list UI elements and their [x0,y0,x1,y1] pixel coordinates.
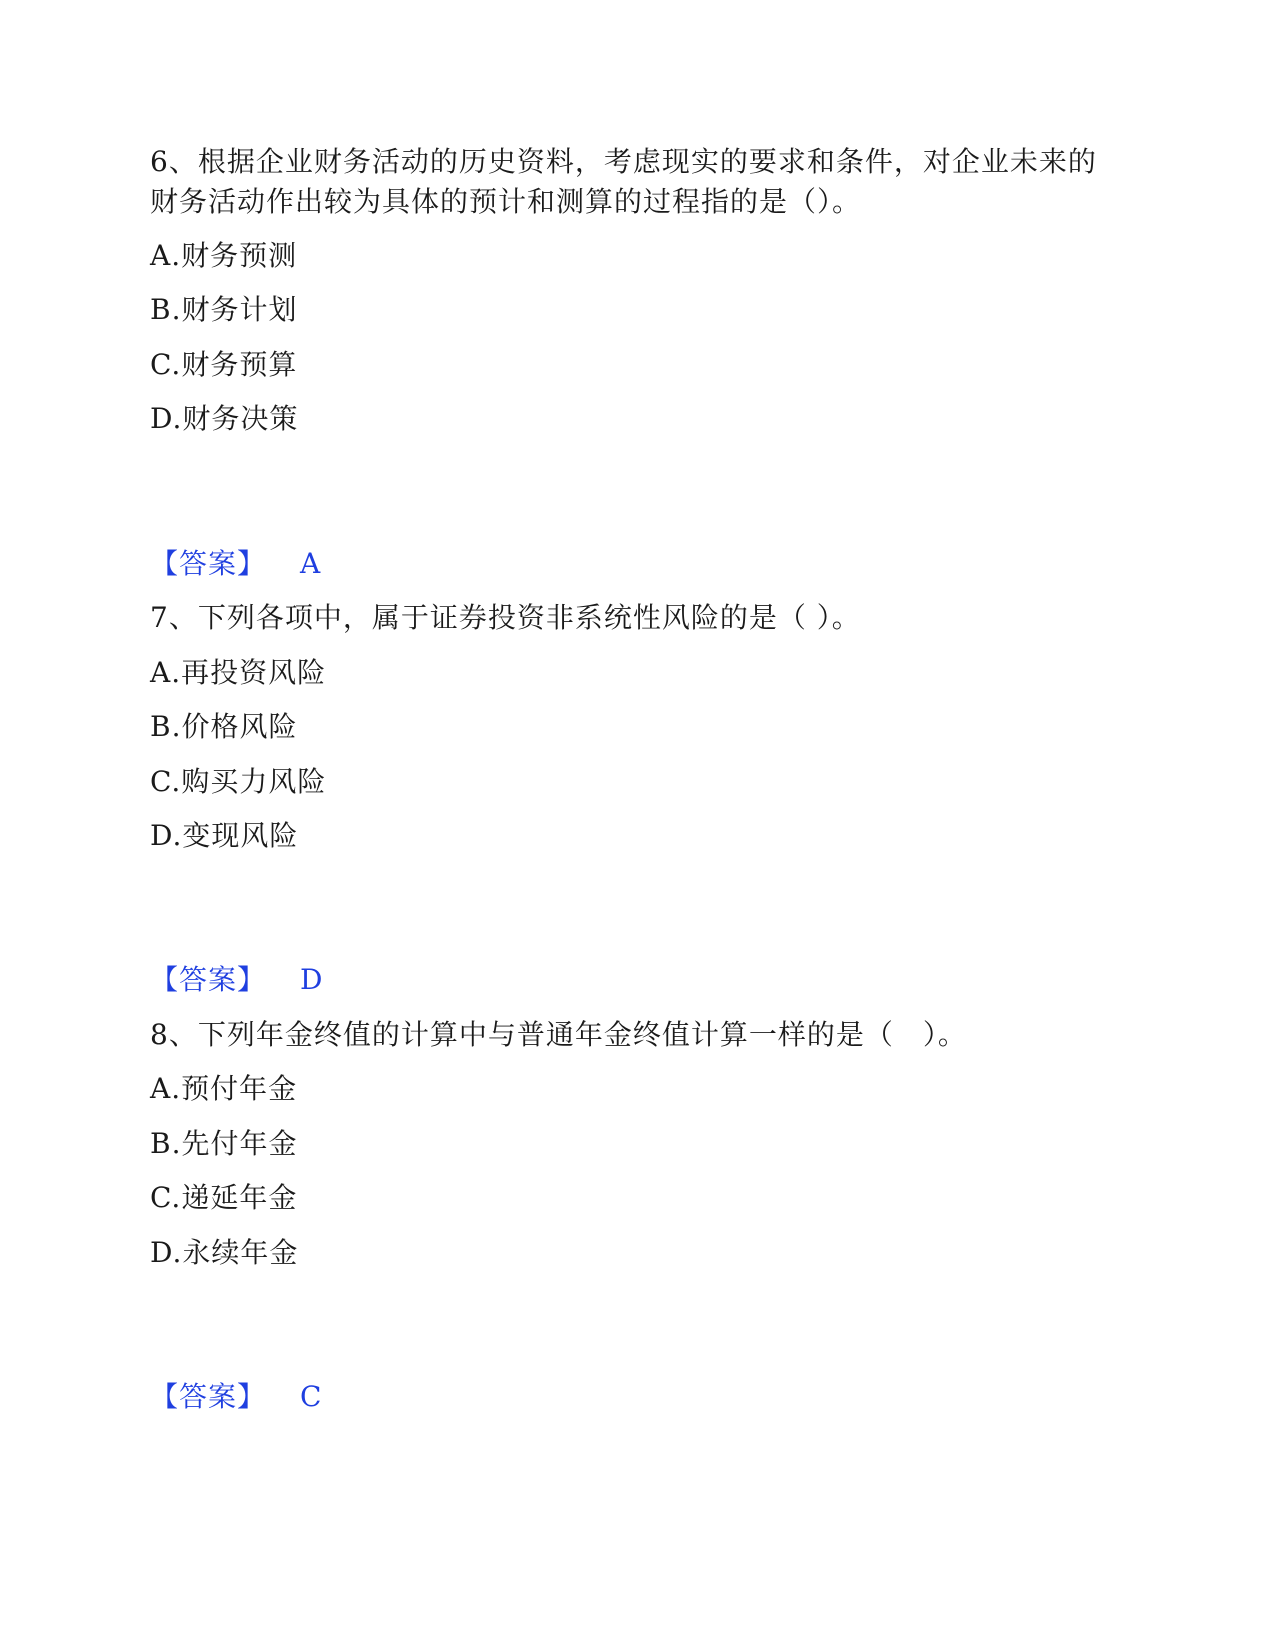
answer-label: 【答案】 [150,1380,267,1413]
answer-line [150,960,322,1000]
answer-line [150,1377,321,1417]
answer-label: 【答案】 [150,963,267,996]
question-stem: 6、根据企业财务活动的历史资料，考虑现实的要求和条件，对企业未来的财务活动作出较为具体的预计和测算的过程指的是（）。 [150,145,1097,218]
answer-line [150,544,320,584]
option-d: D.财务决策 [150,402,299,435]
option-c: C.购买力风险 [150,765,327,798]
answer-value: D [300,963,323,996]
answer-value: C [300,1380,322,1413]
answer-label: 【答案】 [150,547,267,580]
option-a: A.再投资风险 [150,656,327,689]
option-a: A.财务预测 [150,239,298,272]
option-d: D.变现风险 [150,819,299,852]
option-a: A.预付年金 [150,1072,298,1105]
question-stem: 8、下列年金终值的计算中与普通年金终值计算一样的是（ ）。 [150,1018,967,1051]
option-c: C.递延年金 [150,1181,298,1214]
answer-value: A [300,547,321,580]
option-d: D.永续年金 [150,1236,299,1269]
option-c: C.财务预算 [150,348,298,381]
option-b: B.先付年金 [150,1127,298,1160]
question-stem: 7、下列各项中，属于证券投资非系统性风险的是（ ）。 [150,601,861,634]
option-b: B.价格风险 [150,710,298,743]
option-b: B.财务计划 [150,293,298,326]
